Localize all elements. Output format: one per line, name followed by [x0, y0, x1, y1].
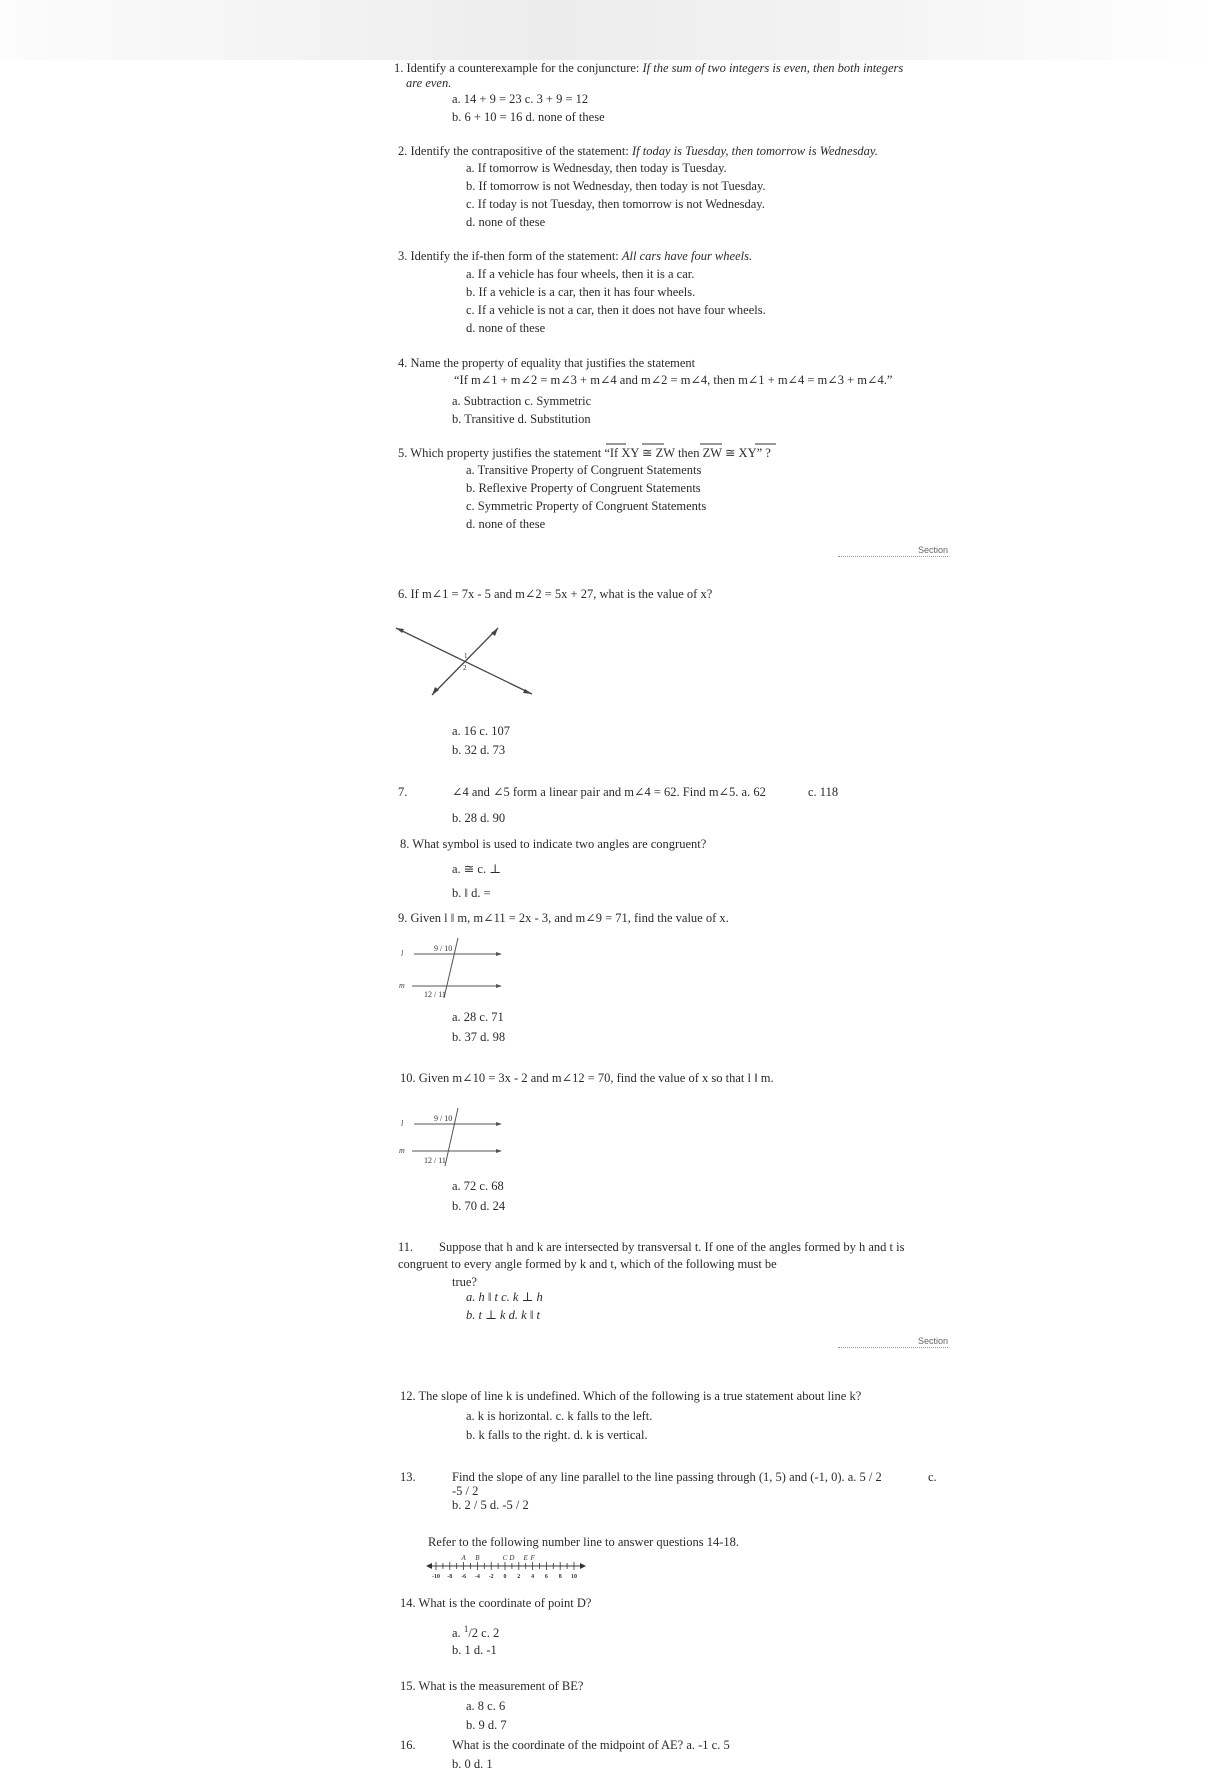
- q14-choice-c: c. 2: [481, 1626, 500, 1641]
- q14-a-numerator: 1: [463, 1624, 469, 1634]
- number-line-tick-label: 10: [571, 1574, 577, 1580]
- q3-stem: [398, 249, 752, 264]
- q5-choice-b[interactable]: b. Reflexive Property of Congruent Statements: [466, 481, 701, 495]
- q12-choices-row1[interactable]: a. k is horizontal. c. k falls to the left.: [466, 1409, 653, 1423]
- q4-stem: 4. Name the property of equality that justifies the statement: [398, 356, 696, 370]
- q9-arrow-l: [496, 952, 502, 956]
- q2-choice-c[interactable]: c. If today is not Tuesday, then tomorrow is not Wednesday.: [466, 197, 765, 211]
- q8-stem: 8. What symbol is used to indicate two angles are congruent?: [400, 837, 707, 851]
- q3-choice-d[interactable]: d. none of these: [466, 321, 546, 335]
- q13-choice-c-value[interactable]: -5 / 2: [452, 1484, 479, 1498]
- q4-statement: “If m∠1 + m∠2 = m∠3 + m∠4 and m∠2 = m∠4, then m∠1 + m∠4 = m∠3 + m∠4.”: [454, 373, 893, 387]
- q1-stem: [394, 61, 903, 76]
- q9-choices-row1[interactable]: a. 28 c. 71: [452, 1010, 504, 1024]
- q6-label-1: 1: [464, 652, 468, 660]
- q9-arrow-m: [496, 984, 502, 988]
- q8-choices-row1[interactable]: a. ≅ c. ⊥: [452, 862, 501, 876]
- q11-stem: Suppose that h and k are intersected by transversal t. If one of the angles formed by h and t is: [439, 1240, 905, 1254]
- q9-label-m: m: [399, 981, 405, 990]
- q5-choice-c[interactable]: c. Symmetric Property of Congruent Statements: [466, 499, 707, 513]
- q1-stem-italic: If the sum of two integers is even, then both integers: [642, 61, 904, 75]
- number-line-arrow-left: [426, 1563, 432, 1569]
- number-line-point-B: B: [475, 1554, 480, 1562]
- q13-choice-c[interactable]: c.: [928, 1470, 937, 1484]
- q11-stem-cont: congruent to every angle formed by k and t, which of the following must be: [398, 1257, 777, 1271]
- q11-stem-end: true?: [452, 1275, 477, 1289]
- q6-line-2: [432, 628, 498, 695]
- q10-arrow-m: [496, 1149, 502, 1153]
- q16-number: 16.: [400, 1738, 416, 1752]
- q2-choice-a[interactable]: a. If tomorrow is Wednesday, then today is Tuesday.: [466, 161, 727, 175]
- q14-a-denominator: /2: [468, 1626, 479, 1641]
- q2-stem-prefix: 2. Identify the contrapositive of the statement:: [398, 144, 632, 158]
- number-line-tick-label: -4: [474, 1574, 480, 1580]
- q10-label-m: m: [399, 1146, 405, 1155]
- q1-stem-cont: are even.: [406, 76, 452, 90]
- q5-choice-a[interactable]: a. Transitive Property of Congruent Statements: [466, 463, 702, 477]
- q9-label-bottom: 12 / 11: [424, 990, 446, 999]
- q16-choices-row2[interactable]: b. 0 d. 1: [452, 1757, 493, 1771]
- q14-choices-row2[interactable]: b. 1 d. -1: [452, 1643, 497, 1657]
- section-divider-2: Section: [838, 1336, 948, 1348]
- q13-number: 13.: [400, 1470, 416, 1484]
- number-line-arrow-right: [580, 1563, 586, 1569]
- number-line-tick-label: 6: [544, 1574, 548, 1580]
- q10-choices-row1[interactable]: a. 72 c. 68: [452, 1179, 504, 1193]
- q6-line-1: [396, 628, 532, 694]
- q7-choice-c[interactable]: c. 118: [808, 785, 839, 799]
- number-line: [426, 1550, 596, 1582]
- q10-label-l: l: [401, 1119, 404, 1128]
- number-line-tick-label: -10: [432, 1574, 440, 1580]
- q9-choices-row2[interactable]: b. 37 d. 98: [452, 1030, 506, 1044]
- q2-stem-italic: If today is Tuesday, then tomorrow is Wednesday.: [631, 144, 878, 158]
- q7-stem[interactable]: ∠4 and ∠5 form a linear pair and m∠4 = 62. Find m∠5. a. 62: [452, 785, 766, 799]
- q10-arrow-l: [496, 1122, 502, 1126]
- q5-stem: 5. Which property justifies the statement “If XY ≅ ZW then ZW ≅ XY” ?: [398, 446, 771, 460]
- q9-label-l: l: [401, 949, 404, 958]
- q2-choice-d[interactable]: d. none of these: [466, 215, 546, 229]
- q15-choices-row2[interactable]: b. 9 d. 7: [466, 1718, 507, 1732]
- number-line-group: [426, 1554, 586, 1580]
- q9-parallel-lines-figure: [396, 938, 526, 998]
- number-line-point-F: F: [530, 1554, 535, 1562]
- q11-number: 11.: [398, 1240, 414, 1254]
- q14-a-prefix: a.: [452, 1626, 461, 1641]
- number-line-point-D: D: [509, 1554, 515, 1562]
- q9-label-top: 9 / 10: [434, 944, 453, 953]
- q2-choice-b[interactable]: b. If tomorrow is not Wednesday, then today is not Tuesday.: [466, 179, 766, 193]
- number-line-tick-label: -6: [461, 1574, 467, 1580]
- q16-stem[interactable]: What is the coordinate of the midpoint of AE? a. -1 c. 5: [452, 1738, 730, 1752]
- q3-stem-prefix: 3. Identify the if-then form of the statement:: [398, 249, 622, 263]
- number-line-tick-label: -8: [447, 1574, 453, 1580]
- number-line-tick-label: 0: [503, 1574, 507, 1580]
- q1-stem-prefix: 1. Identify a counterexample for the conjuncture:: [394, 61, 643, 75]
- q8-choices-row2[interactable]: b. ‖ d. =: [452, 886, 491, 900]
- number-line-tick-label: 4: [531, 1574, 535, 1580]
- q4-choices-row1[interactable]: a. Subtraction c. Symmetric: [452, 394, 592, 408]
- q13-choices-row2[interactable]: b. 2 / 5 d. -5 / 2: [452, 1498, 529, 1512]
- q3-choice-a[interactable]: a. If a vehicle has four wheels, then it is a car.: [466, 267, 695, 281]
- q14-stem: 14. What is the coordinate of point D?: [400, 1596, 592, 1610]
- q10-label-top: 9 / 10: [434, 1114, 453, 1123]
- q10-parallel-lines-figure: [396, 1108, 526, 1168]
- q7-number: 7.: [398, 785, 408, 799]
- q1-choices-row2[interactable]: b. 6 + 10 = 16 d. none of these: [452, 110, 605, 124]
- q10-choices-row2[interactable]: b. 70 d. 24: [452, 1199, 506, 1213]
- q5-segment-overlines: [0, 442, 1218, 462]
- q12-stem: 12. The slope of line k is undefined. Which of the following is a true statement about line k?: [400, 1389, 862, 1403]
- number-line-point-E: E: [523, 1554, 528, 1562]
- q11-choices-row2[interactable]: b. t ⊥ k d. k ‖ t: [466, 1308, 540, 1322]
- q15-stem: 15. What is the measurement of BE?: [400, 1679, 584, 1693]
- q1-choices-row1[interactable]: a. 14 + 9 = 23 c. 3 + 9 = 12: [452, 92, 589, 106]
- q6-choices-row2[interactable]: b. 32 d. 73: [452, 743, 506, 757]
- numberline-caption: Refer to the following number line to answer questions 14-18.: [428, 1535, 740, 1549]
- q11-choices-row1[interactable]: a. h ‖ t c. k ⊥ h: [466, 1290, 543, 1304]
- q14-choices-row1[interactable]: [452, 1622, 499, 1641]
- top-shadow: [0, 0, 1218, 60]
- q5-choice-d[interactable]: d. none of these: [466, 517, 546, 531]
- q6-choices-row1[interactable]: a. 16 c. 107: [452, 724, 510, 738]
- q3-choice-c[interactable]: c. If a vehicle is not a car, then it does not have four wheels.: [466, 303, 766, 317]
- q6-arrow-1a: [396, 628, 404, 633]
- number-line-point-C: C: [502, 1554, 508, 1562]
- number-line-tick-label: 8: [558, 1574, 562, 1580]
- q12-choices-row2[interactable]: b. k falls to the right. d. k is vertical.: [466, 1428, 648, 1442]
- q13-stem[interactable]: Find the slope of any line parallel to the line passing through (1, 5) and (-1, 0). a. 5 / 2: [452, 1470, 882, 1484]
- q4-choices-row2[interactable]: b. Transitive d. Substitution: [452, 412, 591, 426]
- q10-label-bottom: 12 / 11: [424, 1156, 446, 1165]
- number-line-tick-label: -2: [488, 1574, 494, 1580]
- q10-stem: 10. Given m∠10 = 3x - 2 and m∠12 = 70, find the value of x so that l ‖ m.: [400, 1071, 774, 1085]
- q2-stem: [398, 144, 878, 159]
- section-divider-1: Section: [838, 545, 948, 557]
- q6-stem: 6. If m∠1 = 7x - 5 and m∠2 = 5x + 27, what is the value of x?: [398, 587, 713, 601]
- q6-intersecting-lines-figure: [394, 622, 534, 702]
- number-line-tick-label: 2: [517, 1574, 521, 1580]
- q3-choice-b[interactable]: b. If a vehicle is a car, then it has four wheels.: [466, 285, 696, 299]
- q9-stem: 9. Given l ‖ m, m∠11 = 2x - 3, and m∠9 = 71, find the value of x.: [398, 911, 729, 925]
- q3-stem-italic: All cars have four wheels.: [621, 249, 753, 263]
- q7-choices-row2[interactable]: b. 28 d. 90: [452, 811, 506, 825]
- number-line-point-A: A: [461, 1554, 466, 1562]
- q6-label-2: 2: [463, 664, 467, 672]
- q15-choices-row1[interactable]: a. 8 c. 6: [466, 1699, 506, 1713]
